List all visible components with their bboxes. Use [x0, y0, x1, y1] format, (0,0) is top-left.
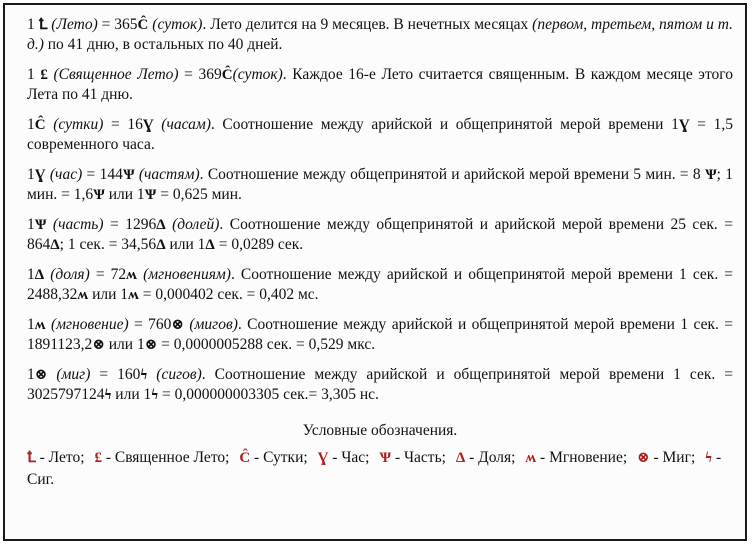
legend-label: - Мгновение;	[536, 449, 632, 466]
chas-symbol-icon: Ɣ	[34, 167, 46, 183]
sig-symbol-icon: ϟ	[151, 387, 159, 403]
legend-entry	[456, 449, 519, 466]
sig-icon: ϟ	[705, 450, 713, 466]
paragraph-text	[147, 366, 156, 383]
paragraph-text: = 0,0000005288 сек. = 0,529 мкс.	[157, 336, 376, 353]
chast-symbol-icon: Ѱ	[93, 187, 105, 203]
mig-symbol-icon: ⊗	[34, 367, 48, 383]
paragraph-text: или 1	[165, 236, 206, 253]
legend-entry	[318, 449, 374, 466]
legend-entry	[239, 449, 311, 466]
mig-symbol-icon: ⊗	[92, 337, 105, 353]
definitions-list	[27, 15, 733, 405]
paragraph-text: . Соотношение между общепринятой и арийской мерой времени 25 сек. = 864	[27, 216, 733, 253]
sig-symbol-icon: ϟ	[140, 367, 148, 383]
chas-symbol-icon: Ɣ	[142, 117, 154, 133]
document-frame	[3, 3, 747, 541]
mgnovenie-symbol-icon: ʍ	[128, 287, 139, 303]
legend-title: Условные обозначения.	[302, 422, 458, 439]
unit-name: (мгновениям)	[143, 266, 231, 283]
leto-icon: Ꝉ	[27, 450, 36, 466]
paragraph-text: 1	[27, 266, 35, 283]
definition-paragraph	[27, 365, 733, 405]
paragraph-text: = 0,000402 сек. = 0,402 мс.	[138, 286, 319, 303]
paragraph-text: 1	[27, 116, 35, 133]
paragraph-text: . Лето делится на 9 месяцев. В нечетных месяцах	[202, 16, 533, 33]
definition-paragraph	[27, 265, 733, 305]
chast-symbol-icon: Ѱ	[34, 217, 47, 233]
sutki-symbol-icon: Ĉ	[34, 117, 46, 133]
unit-name: (суток)	[232, 66, 283, 83]
paragraph-text: ; 1 мин. = 1,6	[27, 166, 734, 203]
unit-name: (сутки)	[53, 116, 104, 133]
legend-entry	[94, 449, 233, 466]
mgnovenie-icon: ʍ	[525, 450, 537, 466]
mgnovenie-symbol-icon: ʍ	[34, 317, 46, 333]
paragraph-text: . Соотношение между арийской и общепринятой мерой времени 1 сек. = 3025797124	[27, 366, 734, 403]
legend-entry	[27, 449, 88, 466]
unit-name: (часть)	[52, 216, 104, 233]
legend-label: - Доля;	[465, 449, 520, 466]
unit-name: (Лето)	[51, 16, 98, 33]
unit-name: (мгновение)	[50, 316, 129, 333]
paragraph-text: . Соотношение между арийской и общепринятой мерой времени 1	[210, 116, 679, 133]
holy-leto-icon: £	[94, 450, 102, 466]
paragraph-text: 1	[27, 216, 35, 233]
definition-paragraph	[27, 215, 733, 255]
paragraph-text: = 72	[89, 266, 127, 283]
leto-symbol-icon: Ꝉ	[38, 17, 48, 33]
legend-label: - Лето;	[35, 449, 89, 466]
paragraph-text: 1	[27, 366, 35, 383]
paragraph-text: или 1	[104, 186, 145, 203]
unit-name: (часам)	[161, 116, 211, 133]
paragraph-text: = 16	[103, 116, 143, 133]
paragraph-text	[47, 366, 56, 383]
dolya-icon: Δ	[455, 450, 466, 466]
mgnovenie-symbol-icon: ʍ	[77, 287, 89, 303]
paragraph-text: = 1296	[103, 216, 157, 233]
definition-paragraph	[27, 115, 733, 155]
definition-paragraph	[27, 165, 733, 205]
mig-icon: ⊗	[637, 450, 650, 466]
holy-leto-symbol-icon: £	[40, 67, 48, 83]
unit-name: (долей)	[172, 216, 220, 233]
paragraph-text: или 1	[88, 286, 129, 303]
mgnovenie-symbol-icon: ʍ	[126, 267, 138, 283]
legend-label: - Сутки;	[250, 449, 312, 466]
paragraph-text: или 1	[104, 336, 145, 353]
chas-icon: Ɣ	[317, 450, 329, 466]
paragraph-text: или 1	[111, 386, 152, 403]
legend-label: - Священное Лето;	[101, 449, 234, 466]
chast-symbol-icon: Ѱ	[704, 167, 717, 183]
unit-name: (суток)	[152, 16, 203, 33]
paragraph-text: = 369	[178, 66, 222, 83]
paragraph-text: = 160	[90, 366, 141, 383]
paragraph-text: . Соотношение между арийской и общепринятой мерой времени 1 сек. = 2488,32	[27, 266, 734, 303]
unit-name: (сигов)	[156, 366, 202, 383]
unit-name: (частям)	[138, 166, 200, 183]
paragraph-text: 1	[27, 66, 41, 83]
paragraph-text: = 144	[82, 166, 123, 183]
paragraph-text: = 0,000000003305 сек.= 3,305 нс.	[158, 386, 379, 403]
paragraph-text: . Соотношение между арийской и общепринятой мерой времени 1 сек. = 1891123,2	[27, 316, 733, 353]
paragraph-text: . Каждое 16-е Лето считается священным. В каждом месяце этого Лета по 41 дню.	[27, 66, 734, 103]
paragraph-text: 1	[27, 166, 35, 183]
sutki-symbol-icon: Ĉ	[137, 17, 149, 33]
chast-symbol-icon: Ѱ	[144, 187, 157, 203]
sig-symbol-icon: ϟ	[104, 387, 112, 403]
paragraph-text: по 41 дню, в остальных по 40 дней.	[43, 36, 283, 53]
legend-entry	[637, 449, 699, 466]
paragraph-text: 1	[27, 16, 39, 33]
paragraph-text: = 0,0289 сек.	[214, 236, 304, 253]
dolya-symbol-icon: Δ	[34, 267, 45, 283]
paragraph-text: = 0,625 мин.	[156, 186, 242, 203]
dolya-symbol-icon: Δ	[156, 217, 166, 233]
paragraph-text: . Соотношение между общепринятой и арийской мерой времени 5 мин. = 8	[199, 166, 705, 183]
paragraph-text: ; 1 сек. = 34,56	[59, 236, 157, 253]
legend	[27, 447, 733, 491]
paragraph-text: = 365	[97, 16, 138, 33]
sutki-icon: Ĉ	[239, 450, 251, 466]
unit-name: (доля)	[50, 266, 90, 283]
mig-symbol-icon: ⊗	[144, 337, 158, 353]
paragraph-text: = 760	[128, 316, 172, 333]
dolya-symbol-icon: Δ	[156, 237, 166, 253]
legend-label: - Часть;	[391, 449, 450, 466]
unit-name: (первом, третьем, пятом и т. д.)	[27, 16, 734, 53]
legend-label: - Сиг.	[27, 449, 722, 488]
legend-label: - Час;	[328, 449, 374, 466]
unit-name: (Священное Лето)	[53, 66, 179, 83]
unit-name: (мигов)	[189, 316, 238, 333]
paragraph-text: 1	[27, 316, 35, 333]
unit-name: (миг)	[56, 366, 91, 383]
definition-paragraph	[27, 65, 733, 105]
chast-icon: Ѱ	[379, 450, 392, 466]
chast-symbol-icon: Ѱ	[122, 167, 135, 183]
legend-entry	[525, 449, 631, 466]
document-body	[27, 15, 733, 491]
definition-paragraph	[27, 15, 733, 55]
dolya-symbol-icon: Δ	[50, 237, 60, 253]
mig-symbol-icon: ⊗	[171, 317, 184, 333]
paragraph-text: = 1,5 современного часа.	[27, 116, 733, 153]
definition-paragraph	[27, 315, 733, 355]
unit-name: (час)	[49, 166, 83, 183]
dolya-symbol-icon: Δ	[205, 237, 215, 253]
sutki-symbol-icon: Ĉ	[221, 67, 233, 83]
chas-symbol-icon: Ɣ	[678, 117, 690, 133]
legend-label: - Миг;	[649, 449, 700, 466]
legend-entry	[379, 449, 449, 466]
